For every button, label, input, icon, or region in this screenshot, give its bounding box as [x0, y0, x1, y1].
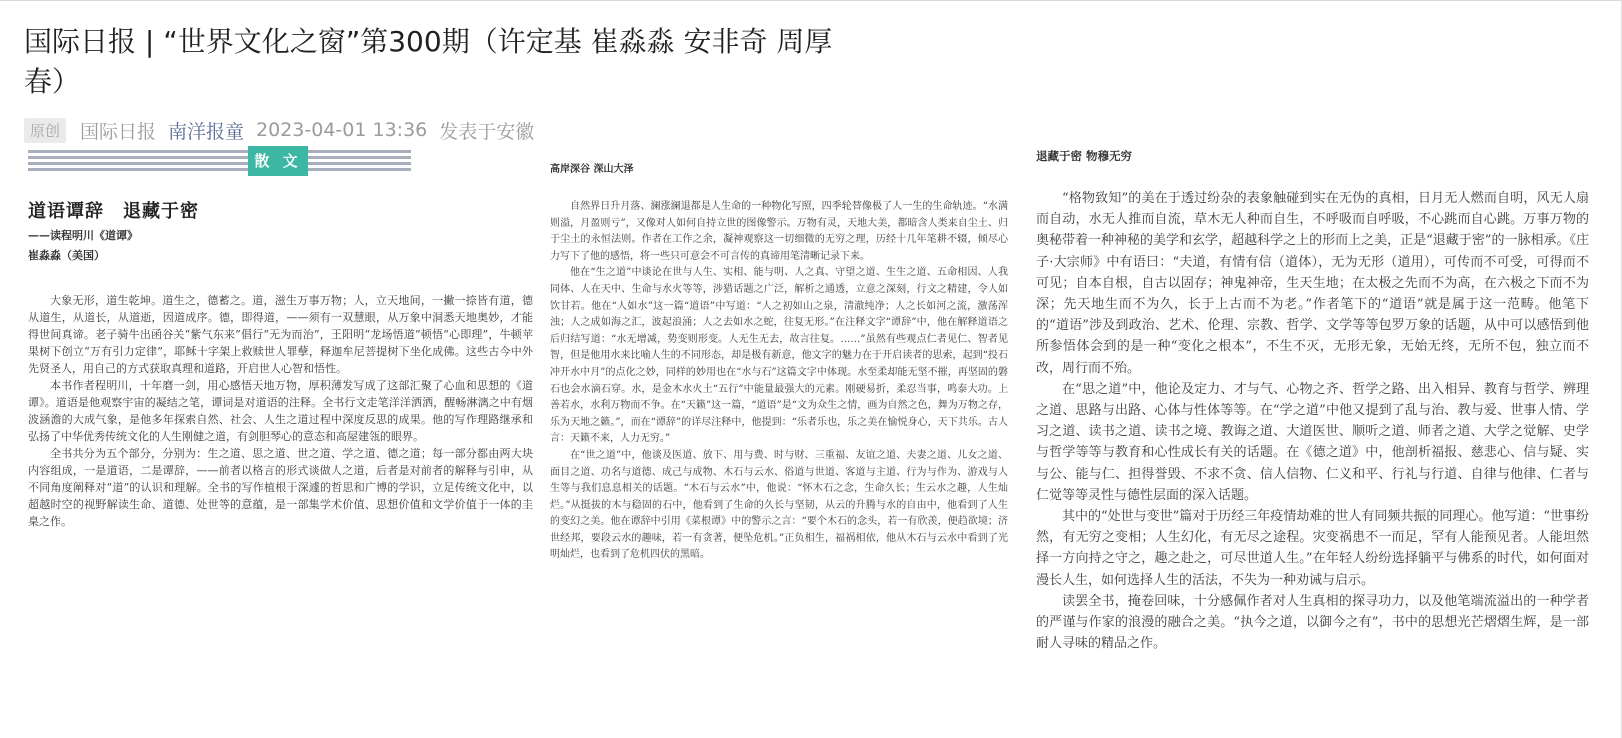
paragraph: 本书作者程明川，十年磨一剑，用心感悟天地万物，厚积薄发写成了这部汇聚了心血和思想的《道谭》。道语是他观察宇宙的凝结之笔，谭词是对道语的注释。全书行文走笔洋洋洒洒，醒畅淋漓之中有烟波涵澹的大成气象，是他多年探索自然、社会、人生之道过程中深度反思的成果。他的写作理路继承和弘扬了中华优秀传统文化的人生刚健之道，有剑胆琴心的意态和高屋建瓴的眼界。 — [28, 379, 533, 443]
essay-byline: 崔淼淼（美国） — [28, 249, 105, 262]
essay-subheading: ——读程明川《道谭》 — [28, 229, 138, 242]
section-heading: 高岸深谷 深山大泽 — [550, 164, 634, 175]
paragraph: 大象无形，道生乾坤。道生之，德蓄之。道，滋生万事万物；人，立天地间，一撇一捺皆有道，德从道生，从道长，从道逝，因道成序。德，即得道，——须有一双慧眼，从万象中洞悉天地奥妙，才能得世间真谛。老子骑牛出函谷关“紫气东来”倡行“无为而治”，王阳明“龙场悟道”顿悟“心即理”，牛顿苹果树下创立“万有引力定律”，耶稣十字架上救赎世人罪孽，释迦牟尼菩提树下坐化成佛。这些古今中外先贤圣人，用自己的方式获取真理和道路，开启世人心智和悟性。 — [28, 294, 533, 375]
article-meta — [24, 116, 546, 144]
publish-location: 发表于安徽 — [439, 120, 535, 143]
article-title: 国际日报 | “世界文化之窗”第300期（许定基 崔淼淼 安非奇 周厚春） — [24, 25, 833, 98]
paragraph: 其中的“处世与变世”篇对于历经三年疫情劫难的世人有同频共振的同理心。他写道：“世事纷然，有无穷之变相；人生幻化，有无尽之途程。灾变祸患不一而足，罕有人能预见者。人能坦然择一方向持之守之，趣之赴之，可尽世道人生。”在年轻人纷纷选择躺平与佛系的时代，如何面对漫长人生，如何选择人生的活法，不失为一种劝诫与启示。 — [1036, 509, 1589, 588]
paragraph: 自然界日升月落、澜涨澜退都是人生命的一种物化写照，四季轮替像极了人一生的生命轨迹。“水满则溢，月盈则亏”，又像对人如何自持立世的图像警示。万物有灵，天地大美，都暗含人类来自尘土、归于尘土的永恒法则。作者在工作之余，凝神观察这一切细微的无穷之理，历经十几年笔耕不辍，倾尽心力写下了他的感悟，将一些只可意会不可言传的真谛用笔清晰记录下来。 — [550, 201, 1008, 262]
source-name: 国际日报 — [80, 120, 157, 143]
paragraph: “格物致知”的美在于透过纷杂的表象触碰到实在无伪的真相，日月无人燃而自明，风无人扇而自动，水无人推而自流，草木无人种而自生，不呼吸而自呼吸，不心跳而自心跳。万事万物的奥秘带着一种神秘的美学和玄学，超越科学之上的形而上之美，正是“退藏于密”的一脉相承。《庄子·大宗师》中有语曰：“夫道，有情有信（道体），无为无形（道用），可传而不可受，可得而不可见；自本自根，自古以固存；神鬼神帝，生天生地；在太极之先而不为高，在六极之下而不为深；先天地生而不为久，长于上古而不为老。”作者笔下的“道语”就是属于这一范畴。他笔下的“道语”涉及到政治、艺术、伦理、宗教、哲学、文学等等包罗万象的话题，从中可以感悟到他所参悟体会到的是一种“变化之根本”，不生不灭，无形无象，无始无终，无所不包，独立而不改，周行而不殆。 — [1036, 191, 1589, 376]
paragraph: 全书共分为五个部分，分别为：生之道、思之道、世之道、学之道、德之道；每一部分都由两大块内容组成，一是道语，二是谭辞，——前者以格言的形式谈做人之道，后者是对前者的解释与引申，从不同角度阐释对“道”的认识和理解。全书的写作植根于深遽的哲思和广博的学识，立足传统文化中，以超越时空的视野解读生命、道德、处世等的意蕴，是一部集学术价值、思想价值和文学价值于一体的圭臬之作。 — [28, 447, 533, 528]
paragraph: 读罢全书，掩卷回味，十分感佩作者对人生真相的探寻功力，以及他笔端流溢出的一种学者的严谨与作家的浪漫的融合之美。“执今之道，以御今之有”，书中的思想光芒熠熠生辉，是一部耐人寻味的精品之作。 — [1036, 593, 1589, 652]
paragraph: 在“思之道”中，他论及定力、才与气、心物之齐、哲学之路、出入相异、教育与哲学、辨理之道、思路与出路、心体与性体等等。在“学之道”中他又提到了乱与治、教与爱、世事人情、学习之道、读书之道、读书之境、教诲之道、大道医世、顺听之道、师者之道、大学之觉解、史学与哲学等等与教育和心性成长有关的话题。在《德之道》中，他剖析福报、慈悲心、信与疑、实与公、能与仁、担得誉毁、不求不贪、信人信物、仁义和平、行礼与行道、自律与他律、仁者与仁觉等等灵性与德性层面的深入话题。 — [1036, 381, 1589, 503]
column-2 — [550, 163, 1008, 564]
paragraph: 他在“生之道”中谈论在世与人生、实相、能与明、人之真、守望之道、生生之道、五命相因、人我同体、人在天中、生命与水火等等，涉猎话题之广泛，解析之通透，立意之深刻，行文之精建，令人如饮甘若。他在“人如水”这一篇“道语”中写道：“人之初如山之泉，清澈纯净；人之长如河之流，激荡浑浊；人之成如海之汇，波起浪涌；人之去如水之蛇，往复无形。”在注释文字“谭辞”中，他在解释道语之后归结写道：“水无增减，势变则形变。人无生无去，故言往复。……”虽然有些观点仁者见仁、智者见智，但是他用水来比喻人生的不同形态，却是极有新意，他文字的魅力在于开启读者的思索，起到“投石冲开水中月”的点化之妙，同样的妙用也在“水与石”这篇文字中体现。水至柔却能无坚不摧，再坚固的磐石也会水滴石穿。水，是金木水火土“五行”中能量最强大的元素。刚硬易折，柔忍当事，鸣泰大功。上善若水，水利万物而不争。在“天籁”这一篇，“道语”是“文为众生之情，画为自然之色，舞为万物之存，乐为天地之籁。”，而在“谭辞”的详尽注释中，他提到：“乐者乐也，乐之美在愉悦身心，天下共乐。古人言：天籁不来，人力无穷。” — [550, 267, 1008, 445]
author-link[interactable]: 南洋报童 — [168, 120, 245, 143]
section-heading: 退藏于密 物穆无穷 — [1036, 149, 1133, 163]
publish-datetime: 2023-04-01 13:36 — [256, 119, 428, 141]
top-divider — [0, 0, 1622, 1]
column-3 — [1036, 148, 1589, 654]
essay-heading: 道语谭辞 退藏于密 — [28, 201, 199, 222]
banner-stripes — [28, 150, 411, 171]
paragraph: 在“世之道”中，他谈及医道、放下、用与费、时与财、三重福、友谊之道、夫妻之道、儿女之道、面目之道、功名与道德、成己与成物、木石与云水、俗道与世道、客道与主道、行为与作为、游戏与人生等与我们息息相关的话题。“木石与云水”中，他说：“怀木石之念，生命久长；生云水之趣，人生灿烂。”从挺拔的木与稳固的石中，他看到了生命的久长与坚韧，从云的升腾与水的自由中，他看到了人生的变幻之美。他在谭辞中引用《菜根谭》中的警示之言：“要个木石的念头，若一有欣羡，便趋欲境；济世经邦，要段云水的趣味，若一有贪著，便坠危机。”正负相生，福祸相依，他从木石与云水中看到了光明灿烂，也看到了危机四伏的黑暗。 — [550, 449, 1008, 561]
section-tag: 散 文 — [248, 146, 308, 176]
column-3-body — [1036, 188, 1589, 654]
original-badge: 原创 — [24, 118, 66, 143]
column-1-body — [28, 292, 533, 530]
column-1 — [28, 198, 533, 530]
column-2-body — [550, 199, 1008, 564]
section-banner — [28, 150, 411, 177]
